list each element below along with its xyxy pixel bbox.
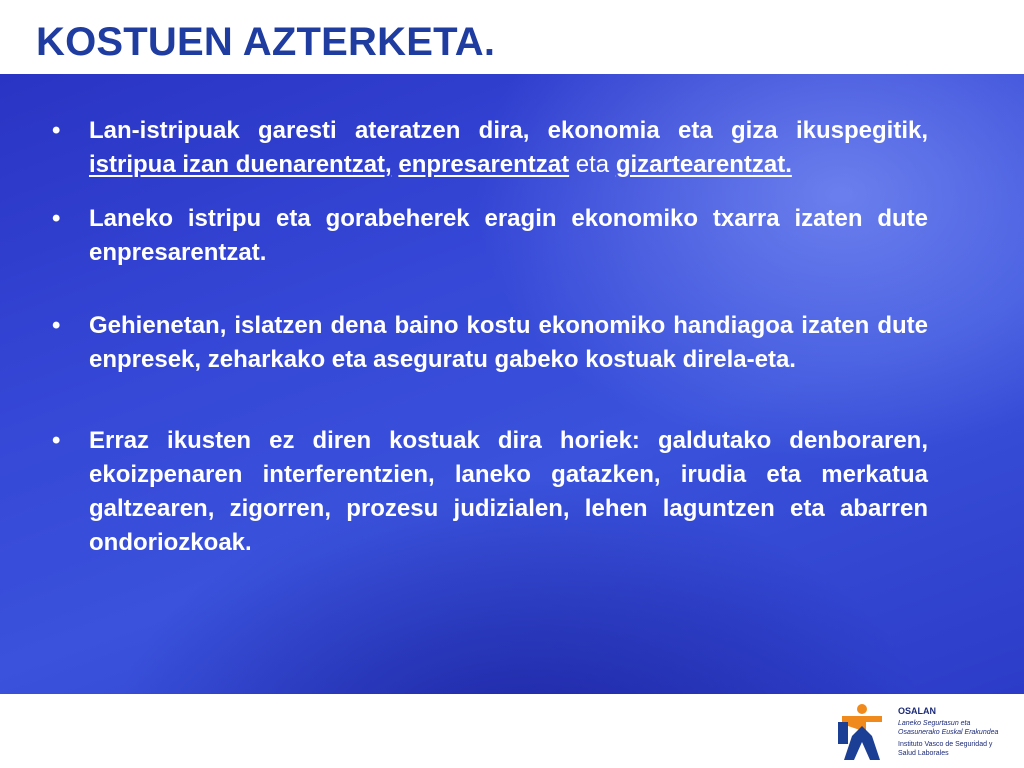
content-panel: [0, 74, 1024, 694]
bullet-text-underlined: gizartearentzat.: [615, 151, 792, 178]
bullet-text: Erraz ikusten ez diren kostuak dira horiek: galdutako denboraren, ekoizpenaren interferentzien, laneko gatazken, irudia eta merkatua galtzearen, zigorren, prozesu judizialen, lehen laguntzen eta abarren ondoriozkoak.: [89, 427, 928, 556]
bullet-list: [52, 114, 928, 560]
bullet-item: [52, 114, 928, 182]
org-subtitle-line: Salud Laborales: [898, 750, 949, 757]
bullet-text-underlined: istripua izan duenarentzat,: [89, 151, 392, 178]
bullet-text: Lan-istripuak garesti ateratzen dira, ekonomia eta giza ikuspegitik,: [89, 117, 928, 144]
bullet-text-underlined: enpresarentzat: [398, 151, 570, 178]
bullet-item: [52, 309, 928, 377]
bullet-text: Gehienetan, islatzen dena baino kostu ekonomiko handiagoa izaten dute enpresek, zeharkako eta aseguratu gabeko kostuak direla-eta.: [89, 312, 928, 373]
org-subtitle-line: Laneko Segurtasun eta: [898, 720, 971, 727]
org-subtitle-line: Instituto Vasco de Seguridad y: [898, 741, 993, 748]
osalan-figure-logo-icon: [836, 702, 888, 762]
bullet-item: [52, 424, 928, 560]
bullet-text: eta: [569, 151, 616, 178]
org-name: OSALAN: [898, 706, 936, 716]
bullet-text: Laneko istripu eta gorabeherek eragin ekonomiko txarra izaten dute enpresarentzat.: [89, 205, 928, 266]
slide-title: KOSTUEN AZTERKETA.: [36, 20, 496, 64]
logo-text: [898, 706, 1018, 758]
bullet-item: [52, 202, 928, 270]
osalan-logo: [836, 702, 1016, 762]
org-subtitle-line: Osasunerako Euskal Erakundea: [898, 729, 999, 736]
